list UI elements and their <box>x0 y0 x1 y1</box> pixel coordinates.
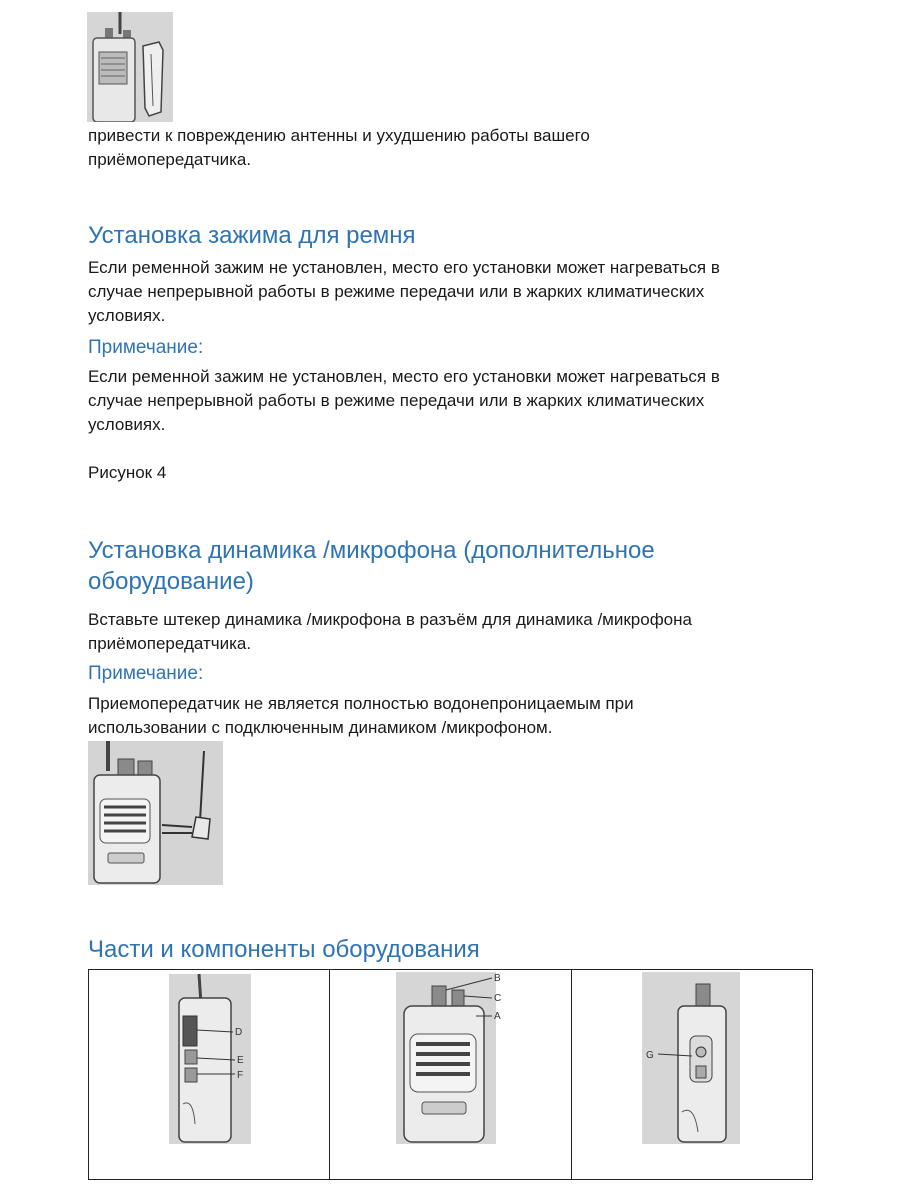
belt-clip-heading: Установка зажима для ремня <box>88 222 416 249</box>
part-label-b: B <box>494 973 501 984</box>
parts-cell-side-left <box>89 970 330 1179</box>
part-label-e: E <box>237 1055 244 1066</box>
speaker-mic-para-line-2: приёмопередатчика. <box>88 634 252 653</box>
speaker-mic-heading-line-2: оборудование) <box>88 568 254 595</box>
part-label-f: F <box>237 1070 244 1081</box>
belt-clip-paragraph <box>88 256 720 328</box>
speaker-mic-figure <box>88 741 223 885</box>
speaker-mic-note-line-2: использовании с подключенным динамиком /микрофоном. <box>88 718 553 737</box>
part-label-g: G <box>645 1050 654 1061</box>
intro-line-2: приёмопередатчика. <box>88 150 252 169</box>
belt-clip-note-line-3: условиях. <box>88 415 166 434</box>
speaker-mic-note-label: Примечание: <box>88 663 204 684</box>
belt-clip-figure <box>87 12 173 122</box>
part-label-a: A <box>494 1011 501 1022</box>
belt-clip-note-line-2: случае непрерывной работы в режиме передачи или в жарких климатических <box>88 391 705 410</box>
belt-clip-note-line-1: Если ременной зажим не установлен, место его установки может нагреваться в <box>88 367 720 386</box>
radio-right-side-view-illustration <box>642 972 742 1178</box>
belt-clip-para-line-1: Если ременной зажим не установлен, место его установки может нагреваться в <box>88 258 720 277</box>
intro-text <box>88 124 590 172</box>
belt-clip-para-line-2: случае непрерывной работы в режиме передачи или в жарких климатических <box>88 282 705 301</box>
parts-cell-front <box>330 970 571 1179</box>
speaker-mic-note-line-1: Приемопередатчик не является полностью водонепроницаемым при <box>88 694 634 713</box>
belt-clip-para-line-3: условиях. <box>88 306 166 325</box>
radio-speaker-mic-illustration <box>88 741 223 885</box>
intro-line-1: привести к повреждению антенны и ухудшению работы вашего <box>88 126 590 145</box>
radio-side-view-illustration <box>169 974 269 1176</box>
speaker-mic-paragraph <box>88 608 692 656</box>
speaker-mic-note <box>88 692 634 740</box>
speaker-mic-heading-line-1: Установка динамика /микрофона (дополнительное <box>88 537 655 564</box>
part-label-c: C <box>494 993 502 1004</box>
parts-cell-side-right <box>572 970 812 1179</box>
speaker-mic-para-line-1: Вставьте штекер динамика /микрофона в разъём для динамика /микрофона <box>88 610 692 629</box>
part-label-d: D <box>235 1027 243 1038</box>
radio-front-view-illustration <box>396 972 516 1178</box>
speaker-mic-heading <box>88 535 655 597</box>
parts-heading: Части и компоненты оборудования <box>88 936 480 963</box>
parts-table <box>88 969 813 1180</box>
belt-clip-note-label: Примечание: <box>88 337 204 358</box>
radio-belt-clip-illustration <box>87 12 173 122</box>
figure-caption: Рисунок 4 <box>88 463 167 482</box>
belt-clip-note <box>88 365 720 437</box>
